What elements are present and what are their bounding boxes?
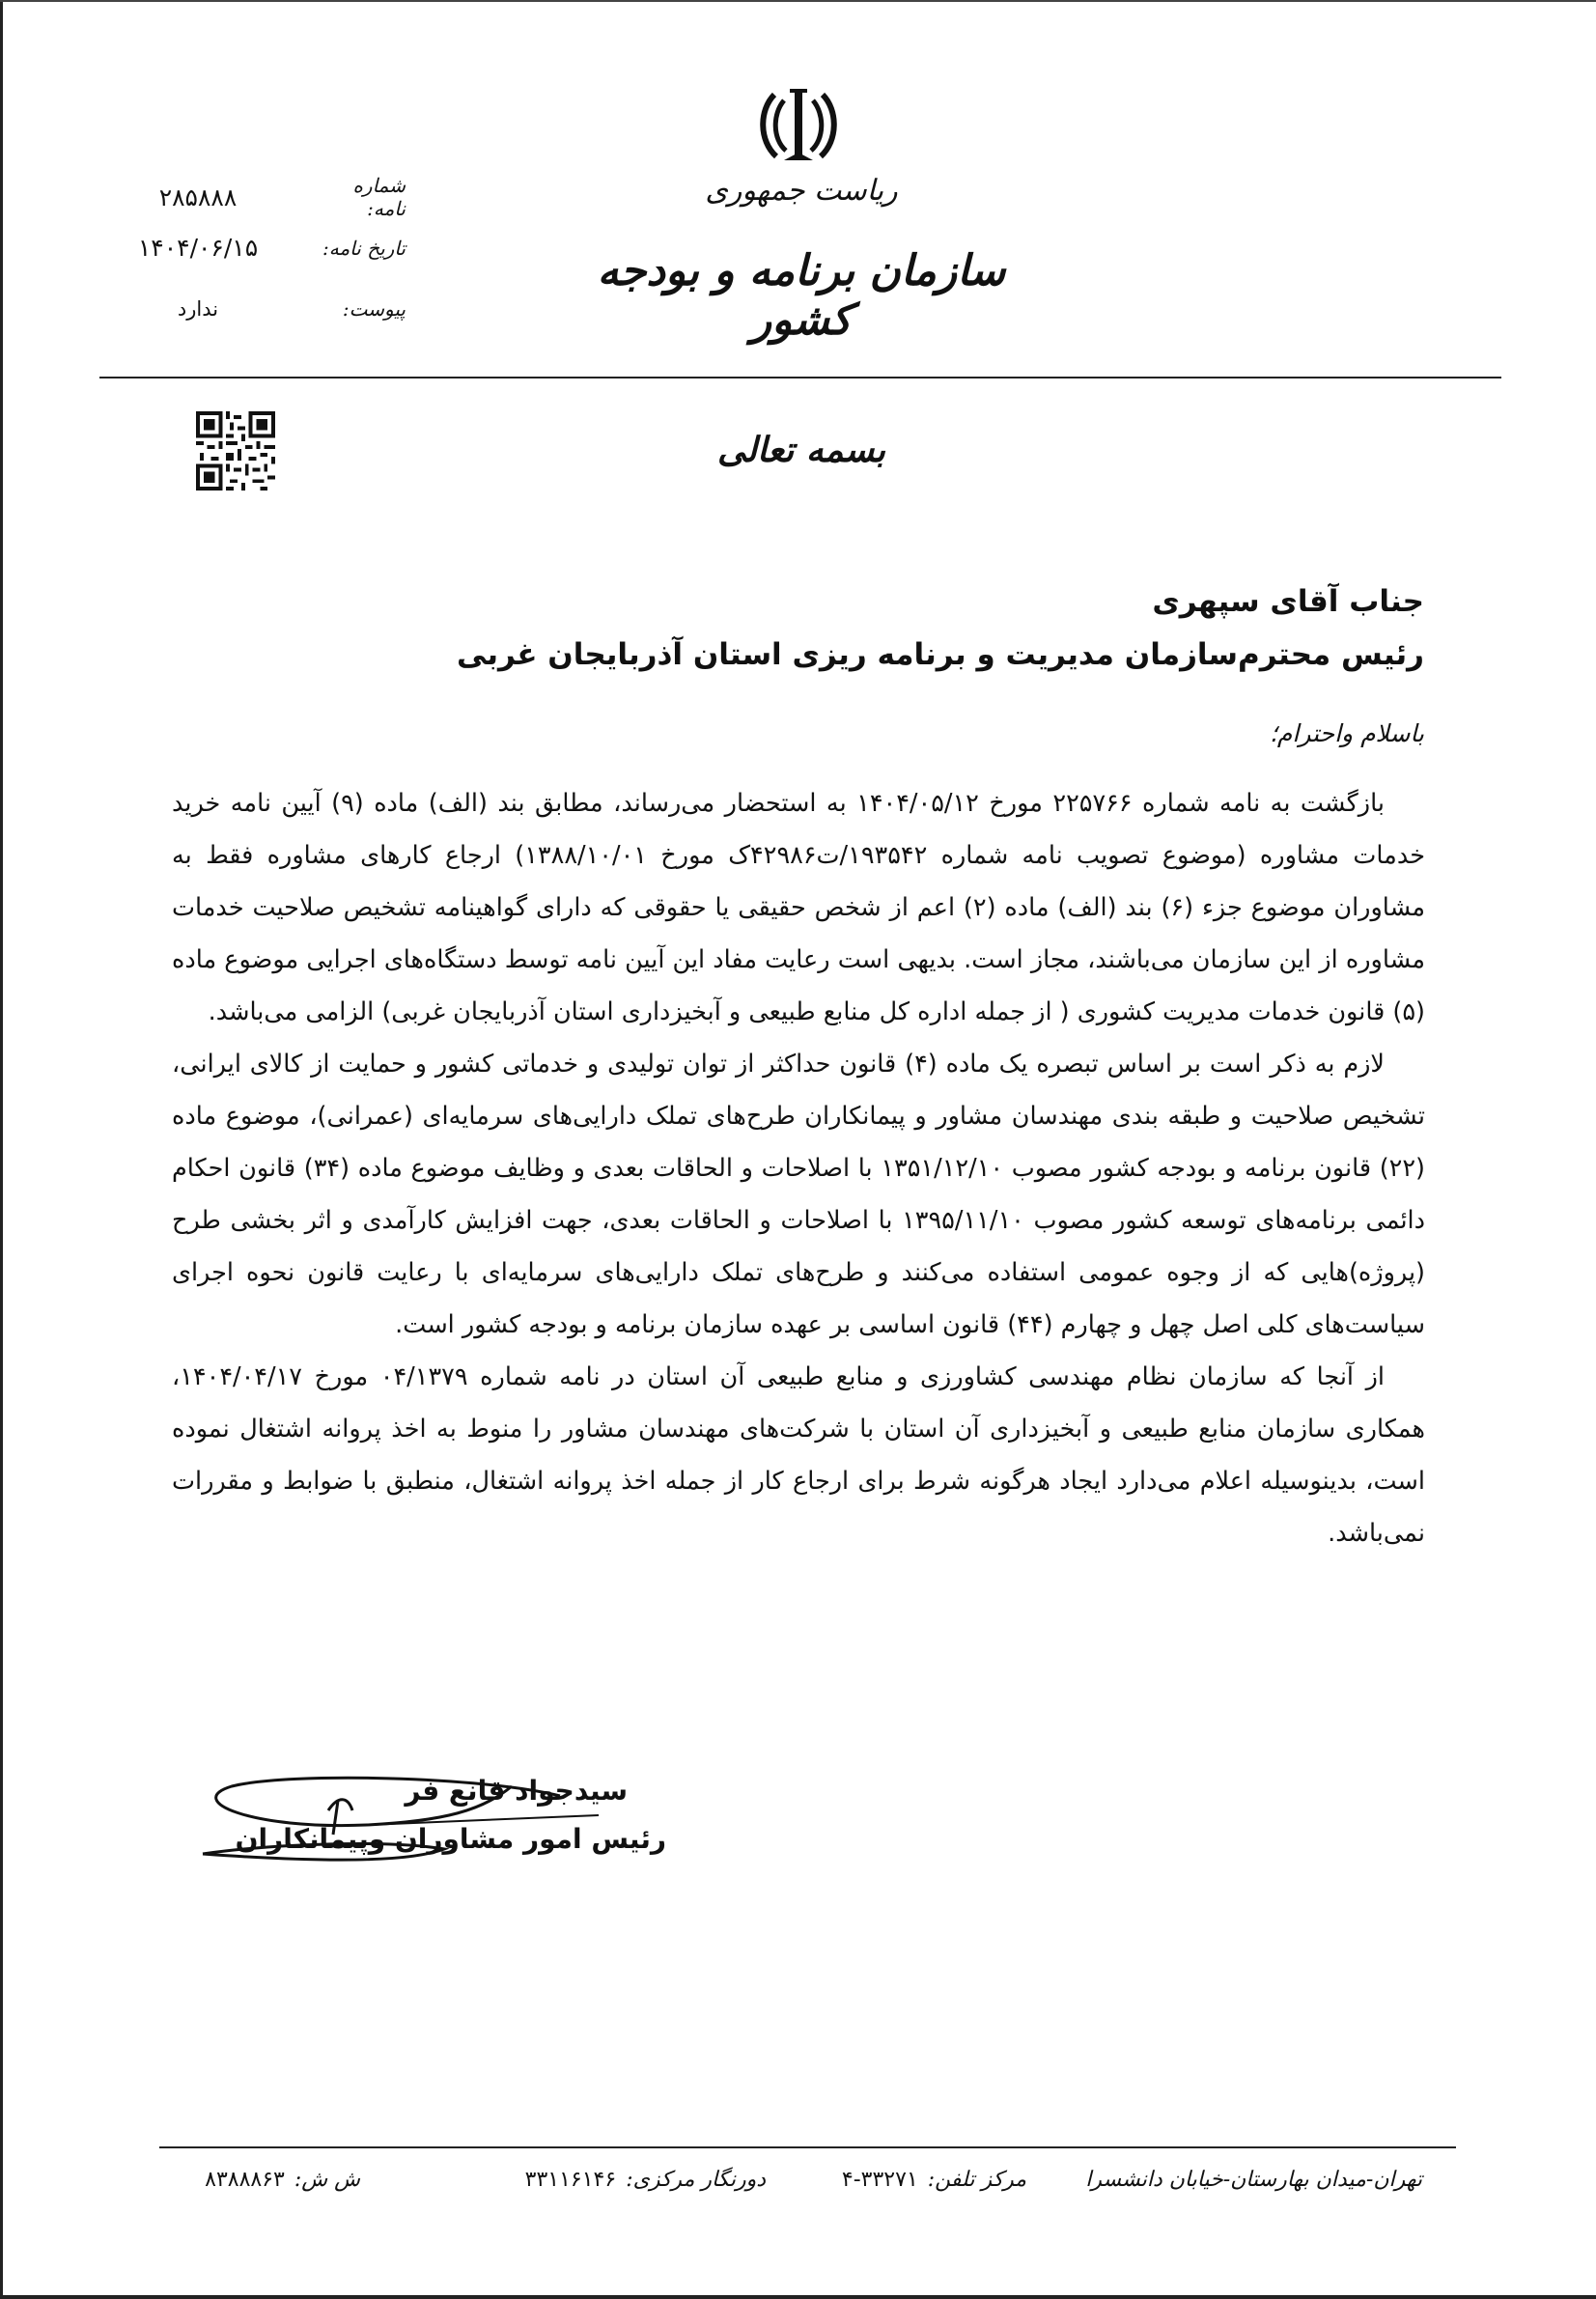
addressee-title: رئیس محترم‌سازمان مدیریت و برنامه ریزی استان آذربایجان غربی xyxy=(457,637,1424,672)
body-paragraph: بازگشت به نامه شماره ۲۲۵۷۶۶ مورخ ۱۴۰۴/۰۵/۱۲ به استحضار می‌رساند، مطابق بند (الف) ماده (۹) آیین نامه خرید خدمات مشاوره (موضوع تصویب نامه شماره ۱۹۳۵۴۲/ت۴۲۹۸۶ک مورخ ۱۳۸۸/۱۰/۰۱) ارجاع کارهای مشاوره فقط به مشاوران موضوع جزء (۶) بند (الف) ماده (۲) اعم از شخص حقیقی یا حقوقی که دارای گواهینامه تشخیص صلاحیت خدمات مشاوره از این سازمان می‌باشند، مجاز است. بدیهی است رعایت مفاد این آیین نامه توسط دستگاه‌های اجرایی موضوع ماده (۵) قانون خدمات مدیریت کشوری ( از جمله اداره کل منابع طبیعی و آبخیزداری استان آذربایجان غربی) الزامی می‌باشد. xyxy=(172,789,1425,1026)
organization-title: سازمان برنامه و بودجه کشور xyxy=(597,246,1006,345)
body-paragraph: لازم به ذکر است بر اساس تبصره یک ماده (۴) قانون حداکثر از توان تولیدی و خدماتی کشور و حمایت از کالای ایرانی، تشخیص صلاحیت و طبقه بندی مهندسان مشاور و پیمانکاران طرح‌های تملک دارایی‌های سرمایه‌ای (عمرانی)، موضوع ماده (۲۲) قانون برنامه و بودجه کشور مصوب ۱۳۵۱/۱۲/۱۰ با اصلاحات و الحاقات بعدی و وظایف موضوع ماده (۳۴) قانون احکام دائمی برنامه‌های توسعه کشور مصوب ۱۳۹۵/۱۱/۱۰ با اصلاحات و الحاقات بعدی، جهت افزایش کارآمدی و اثر بخشی طرح (پروژه)هایی که از وجوه عمومی استفاده می‌کنند و طرح‌های تملک دارایی‌های سرمایه‌ای با رعایت قانون نحوه اجرای سیاست‌های کلی اصل چهل و چهارم (۴۴) قانون اساسی بر عهده سازمان برنامه و بودجه کشور است. xyxy=(172,1050,1425,1339)
signer-title: رئیس امور مشاوران وپیمانکاران xyxy=(235,1823,666,1855)
signer-name: سیدجواد قانع فر xyxy=(405,1775,628,1807)
fax-number: ۳۳۱۱۶۱۴۶ xyxy=(524,2168,617,2192)
attachment-label: پیوست: xyxy=(342,297,406,321)
attachment-value: ندارد xyxy=(177,297,219,321)
letter-number-row xyxy=(116,174,406,220)
postal-label: ش ش: xyxy=(294,2168,360,2192)
signature-block xyxy=(193,1767,666,1864)
footer-divider xyxy=(159,2146,1456,2148)
letter-date-label: تاریخ نامه: xyxy=(322,236,406,260)
header-divider xyxy=(99,377,1501,378)
letter-date-row xyxy=(116,234,406,262)
attachment-row xyxy=(116,297,406,321)
footer-postal xyxy=(205,2168,360,2192)
postal-code: ۸۳۸۸۸۶۳ xyxy=(205,2168,285,2192)
letter-meta xyxy=(116,174,406,338)
presidency-title: ریاست جمهوری xyxy=(705,174,898,208)
phone-number: ۴-۳۳۲۷۱ xyxy=(841,2168,918,2192)
page-border-top xyxy=(0,0,1596,2)
page-border-bottom xyxy=(0,2295,1596,2299)
letter-number-label: شماره نامه: xyxy=(352,174,406,220)
phone-label: مرکز تلفن: xyxy=(927,2168,1026,2192)
letter-date: ۱۴۰۴/۰۶/۱۵ xyxy=(137,234,259,262)
greeting: باسلام واحترام؛ xyxy=(1269,719,1424,747)
qr-code-icon[interactable] xyxy=(196,410,275,491)
letter-body xyxy=(172,777,1425,1559)
iran-emblem-icon xyxy=(755,85,842,166)
letter-number: ۲۸۵۸۸۸ xyxy=(158,182,238,211)
addressee-name: جناب آقای سپهری xyxy=(1152,584,1424,619)
basmala: بسمه تعالی xyxy=(716,430,886,470)
footer-phone xyxy=(842,2168,1026,2192)
fax-label: دورنگار مرکزی: xyxy=(626,2168,766,2192)
footer-fax xyxy=(525,2168,766,2192)
page-border-left xyxy=(0,0,3,2299)
body-paragraph: از آنجا که سازمان نظام مهندسی کشاورزی و منابع طبیعی آن استان در نامه شماره ۰۴/۱۳۷۹ مورخ ۱۴۰۴/۰۴/۱۷، همکاری سازمان منابع طبیعی و آبخیزداری آن استان با شرکت‌های مهندسان مشاور را منوط به اخذ پروانه اشتغال نموده است، بدینوسیله اعلام می‌دارد ایجاد هرگونه شرط برای ارجاع کار از جمله اخذ پروانه اشتغال، منطبق با ضوابط و مقررات نمی‌باشد. xyxy=(172,1362,1425,1548)
footer-address: تهران-میدان بهارستان-خیابان دانشسرا xyxy=(1085,2168,1422,2192)
